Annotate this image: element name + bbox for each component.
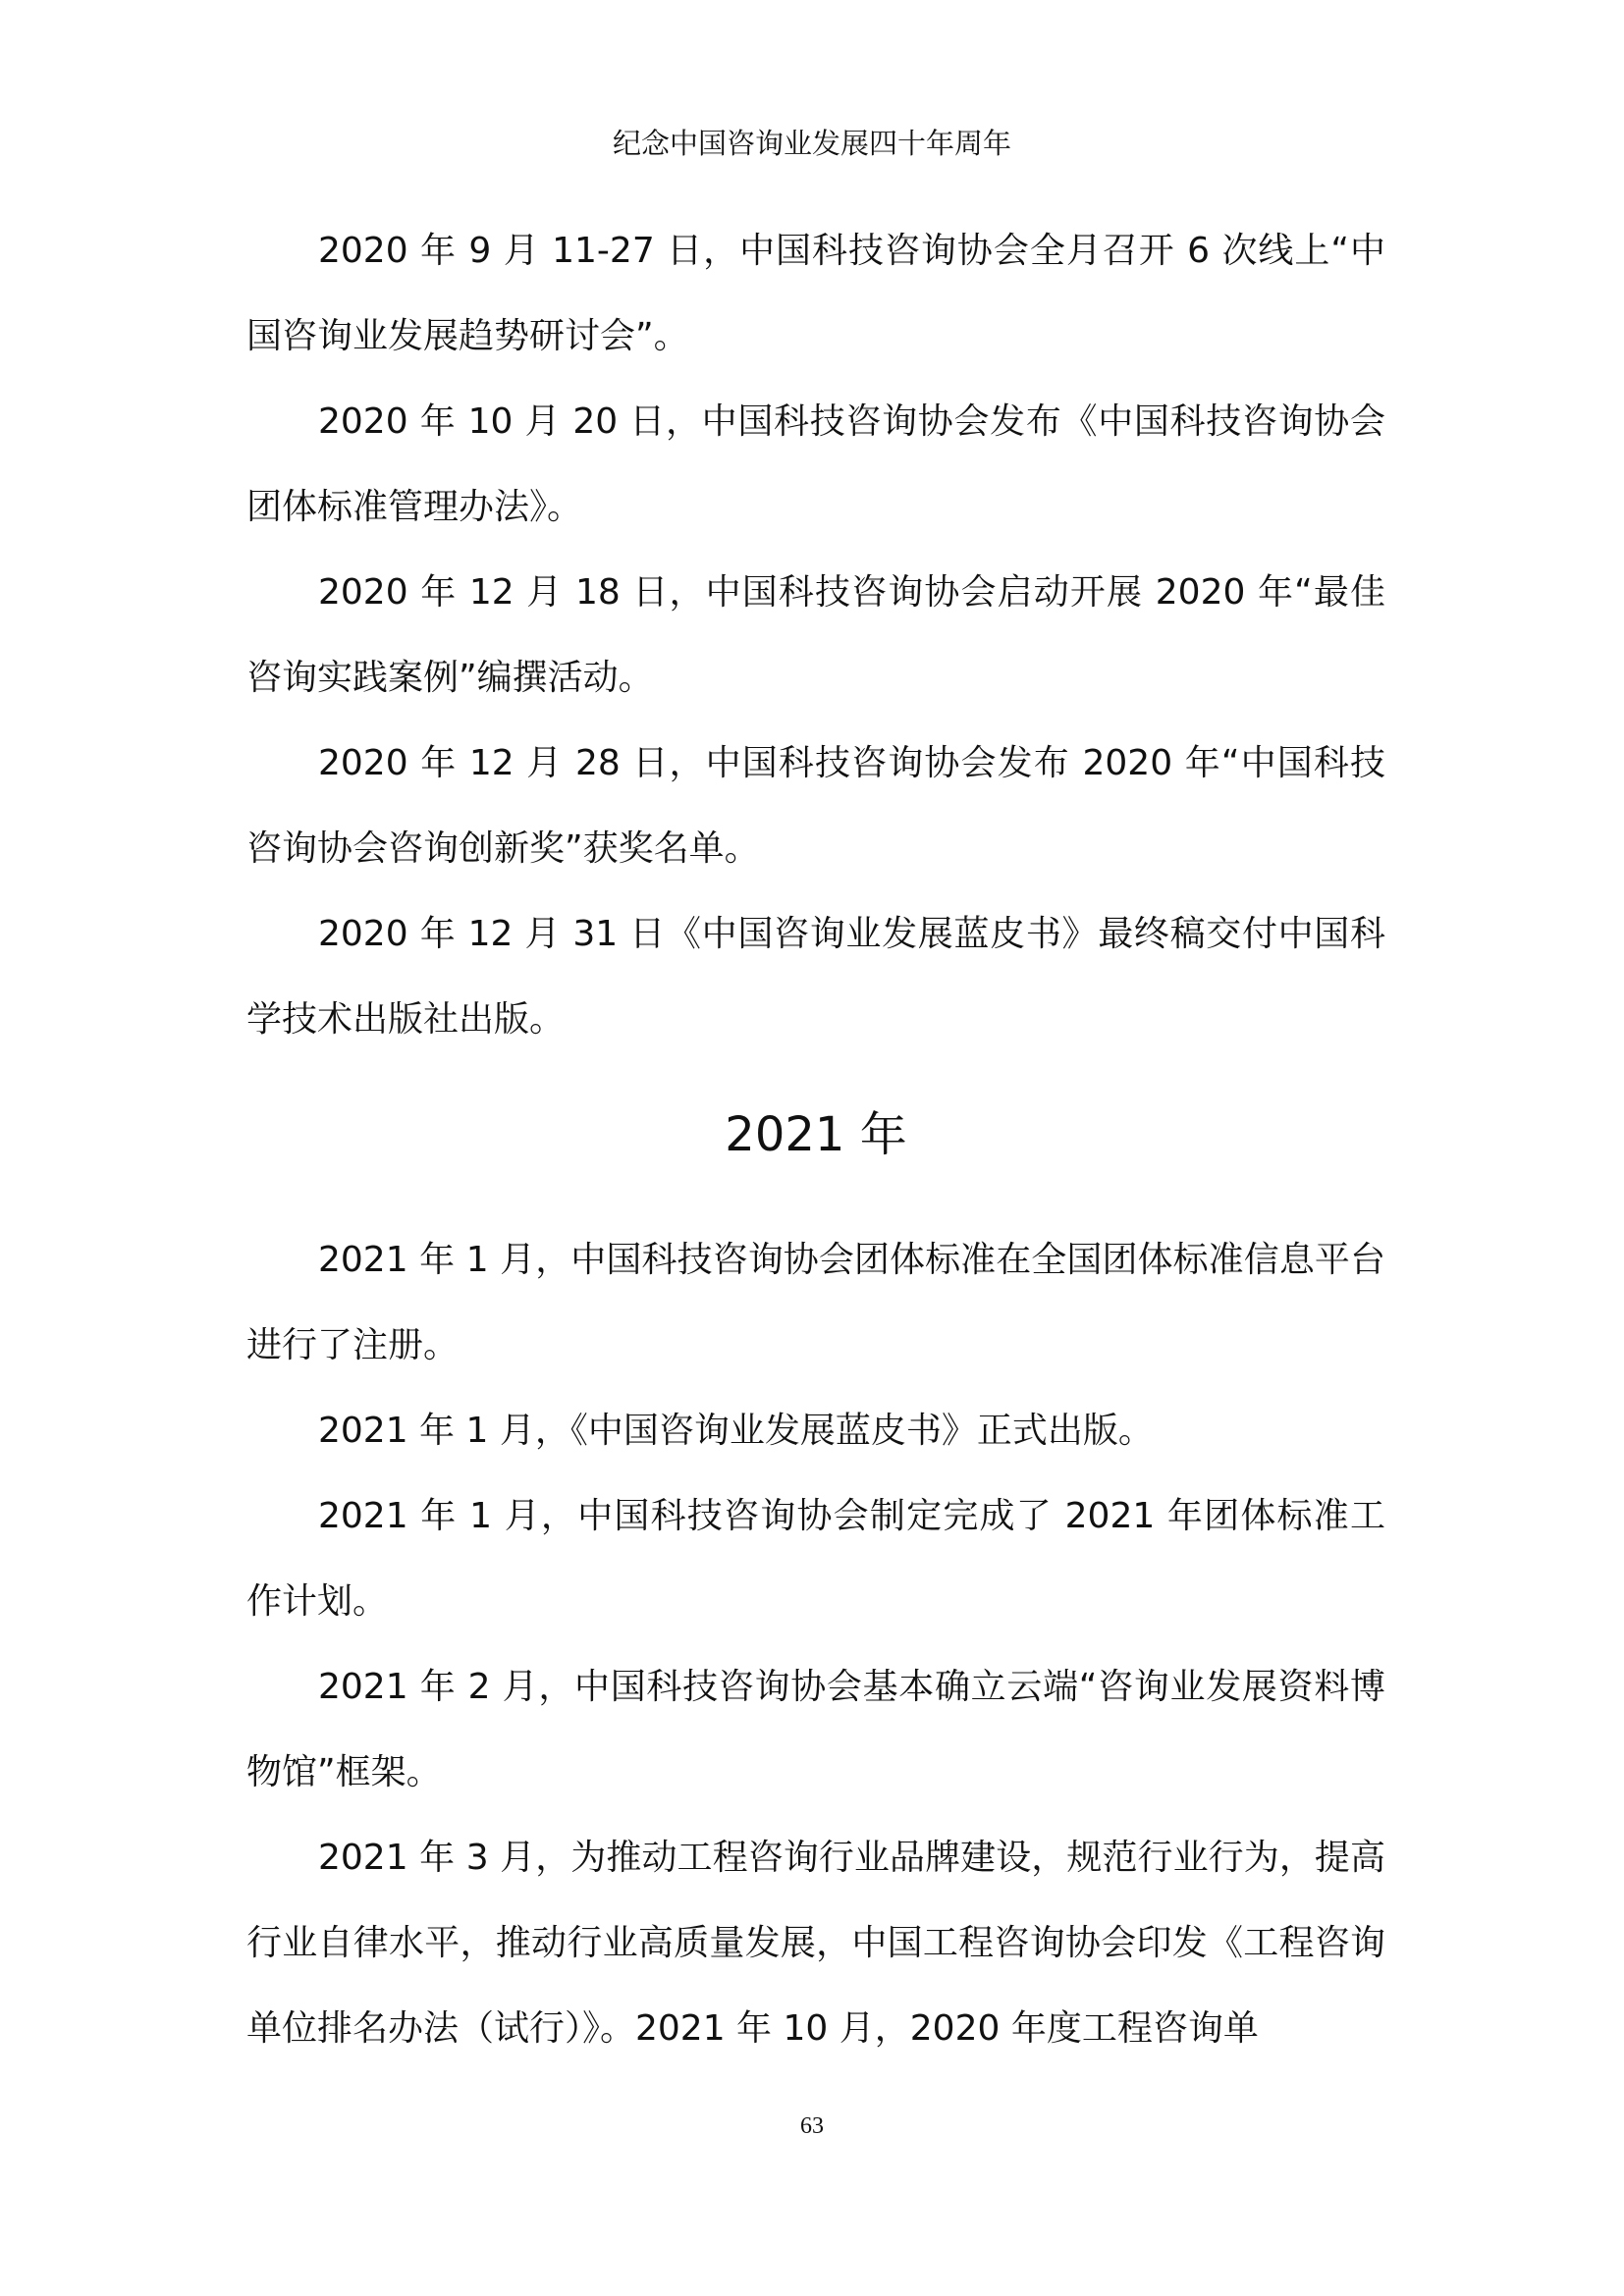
page-body <box>246 208 1385 2071</box>
paragraph-2020-12-28: 2020 年 12 月 28 日，中国科技咨询协会发布 2020 年“中国科技咨询协会咨询创新奖”获奖名单。 <box>246 743 1385 869</box>
paragraph-2021-02: 2021 年 2 月，中国科技咨询协会基本确立云端“咨询业发展资料博物馆”框架。 <box>246 1667 1385 1792</box>
page-number: 63 <box>800 2113 824 2139</box>
paragraph-2020-12-31: 2020 年 12 月 31 日《中国咨询业发展蓝皮书》最终稿交付中国科学技术出版社出版。 <box>246 914 1385 1040</box>
paragraph-2021-01-c: 2021 年 1 月，中国科技咨询协会制定完成了 2021 年团体标准工作计划。 <box>246 1496 1385 1622</box>
paragraph-2021-03: 2021 年 3 月，为推动工程咨询行业品牌建设，规范行业行为，提高行业自律水平，推动行业高质量发展，中国工程咨询协会印发《工程咨询单位排名办法（试行）》。2021 年 10 月，2020 年度工程咨询单 <box>246 1838 1385 2049</box>
paragraph-2021-01-a: 2021 年 1 月，中国科技咨询协会团体标准在全国团体标准信息平台进行了注册。 <box>246 1240 1385 1365</box>
paragraph-2020-10: 2020 年 10 月 20 日，中国科技咨询协会发布《中国科技咨询协会团体标准管理办法》。 <box>246 401 1385 527</box>
paragraph-2021-01-b: 2021 年 1 月，《中国咨询业发展蓝皮书》正式出版。 <box>318 1411 1154 1451</box>
paragraph-2020-12-18: 2020 年 12 月 18 日，中国科技咨询协会启动开展 2020 年“最佳咨询实践案例”编撰活动。 <box>246 572 1385 698</box>
year-heading-2021: 2021 年 <box>725 1107 907 1162</box>
paragraph-2020-09: 2020 年 9 月 11-27 日，中国科技咨询协会全月召开 6 次线上“中国咨询业发展趋势研讨会”。 <box>246 231 1385 356</box>
running-header: 纪念中国咨询业发展四十年周年 <box>612 127 1011 160</box>
